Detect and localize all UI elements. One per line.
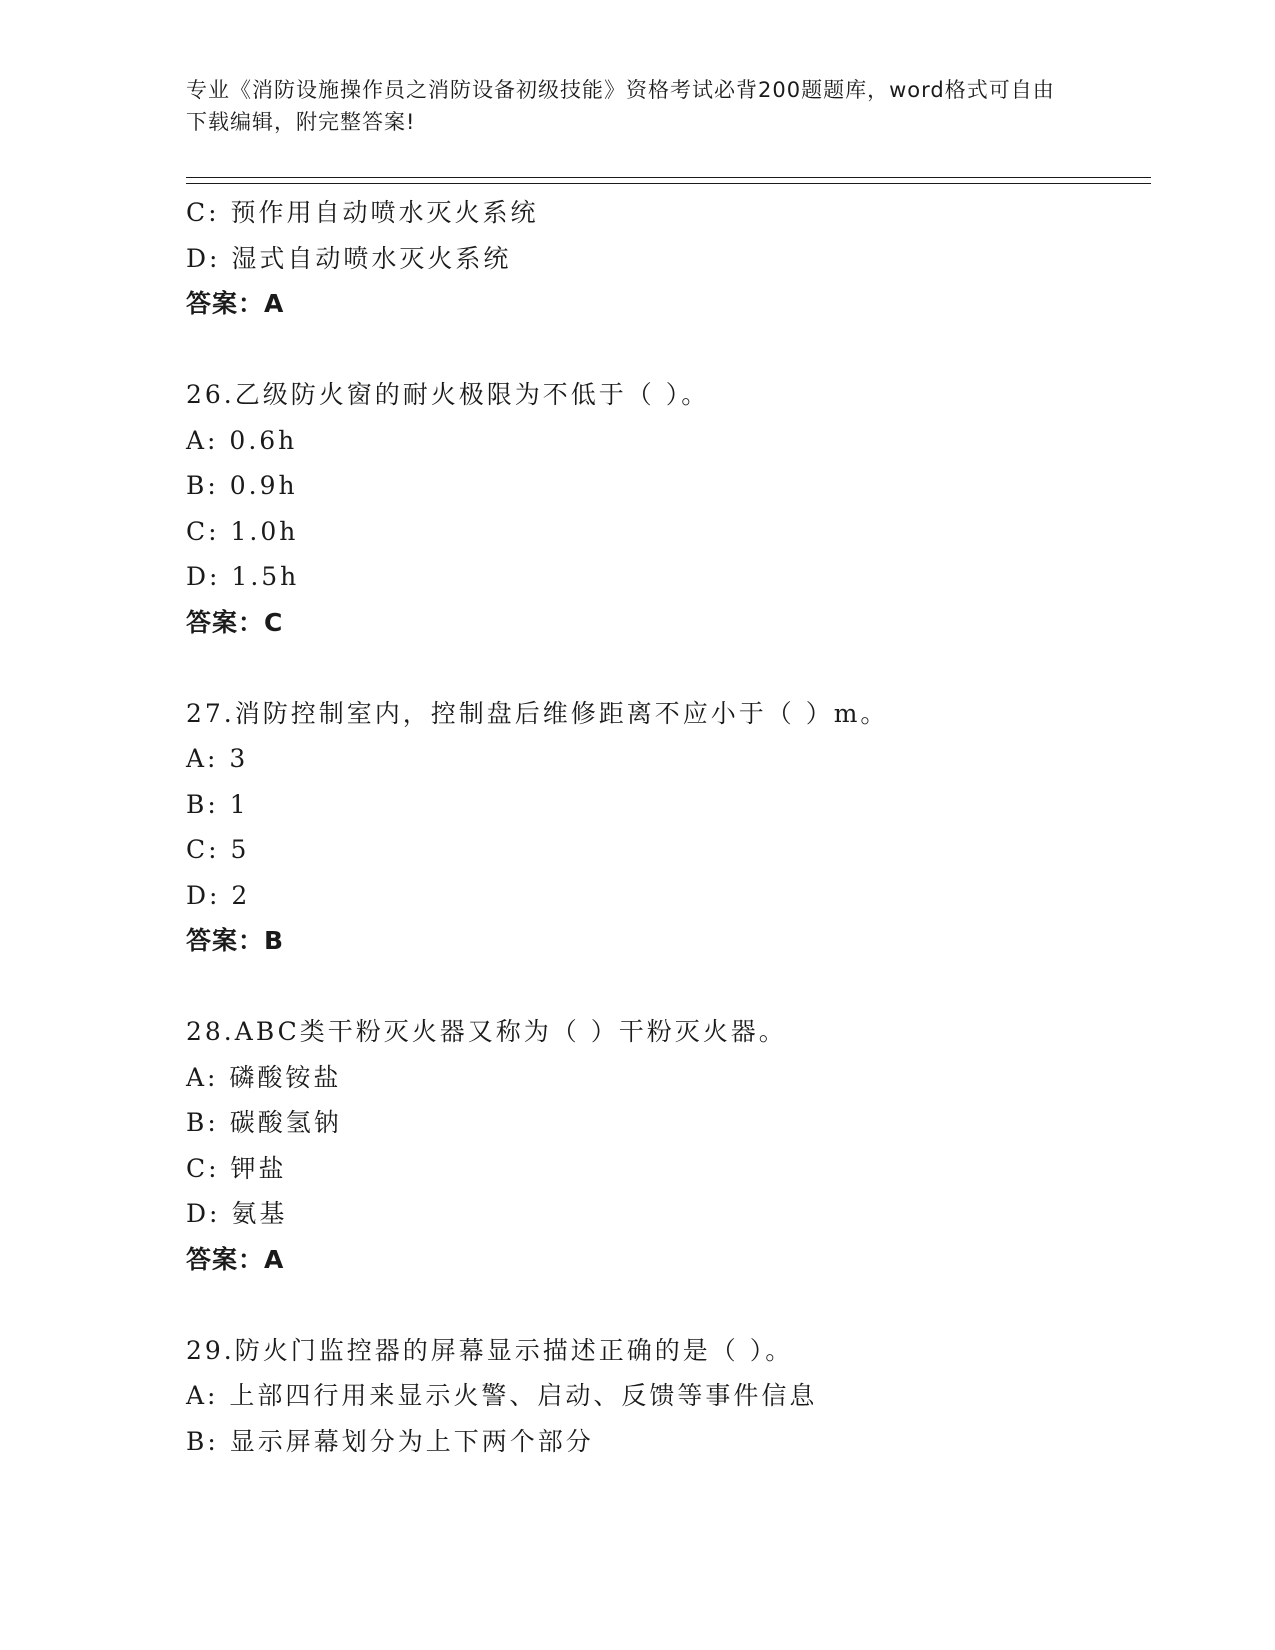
option-line: C: 预作用自动喷水灭火系统	[186, 198, 539, 227]
document-header: 专业《消防设施操作员之消防设备初级技能》资格考试必背200题题库，word格式可自由下载编辑，附完整答案!	[186, 78, 1055, 134]
option-line: A: 3	[186, 744, 249, 773]
option-line: C: 1.0h	[186, 516, 299, 546]
option-line: A: 上部四行用来显示火警、启动、反馈等事件信息	[186, 1381, 818, 1410]
answer-line: 答案：A	[186, 1244, 285, 1274]
option-line: B: 0.9h	[186, 471, 298, 500]
option-line: B: 碳酸氢钠	[186, 1108, 342, 1137]
option-line: A: 磷酸铵盐	[186, 1062, 342, 1092]
question-content	[186, 190, 1151, 1464]
option-line: B: 显示屏幕划分为上下两个部分	[186, 1426, 594, 1456]
blank-line	[186, 645, 1151, 691]
answer-line: 答案：A	[186, 289, 285, 318]
option-line: D: 2	[186, 880, 251, 910]
option-line: D: 1.5h	[186, 562, 300, 591]
question-stem: 27.消防控制室内，控制盘后维修距离不应小于（ ）m。	[186, 698, 889, 728]
option-line: D: 湿式自动喷水灭火系统	[186, 243, 512, 273]
question-stem: 28.ABC类干粉灭火器又称为（ ）干粉灭火器。	[186, 1017, 787, 1046]
answer-line: 答案：B	[186, 926, 285, 955]
option-line: C: 5	[186, 835, 250, 864]
question-stem: 26.乙级防火窗的耐火极限为不低于（ ）。	[186, 380, 710, 409]
blank-line	[186, 1282, 1151, 1328]
option-line: D: 氨基	[186, 1199, 288, 1228]
blank-line	[186, 327, 1151, 373]
header-rule-bottom	[186, 183, 1151, 184]
answer-line: 答案：C	[186, 607, 284, 637]
blank-line	[186, 964, 1151, 1010]
option-line: A: 0.6h	[186, 425, 298, 455]
option-line: C: 钾盐	[186, 1153, 287, 1183]
option-line: B: 1	[186, 789, 249, 819]
question-stem: 29.防火门监控器的屏幕显示描述正确的是（ ）。	[186, 1335, 794, 1365]
header-rule-top	[186, 177, 1151, 178]
